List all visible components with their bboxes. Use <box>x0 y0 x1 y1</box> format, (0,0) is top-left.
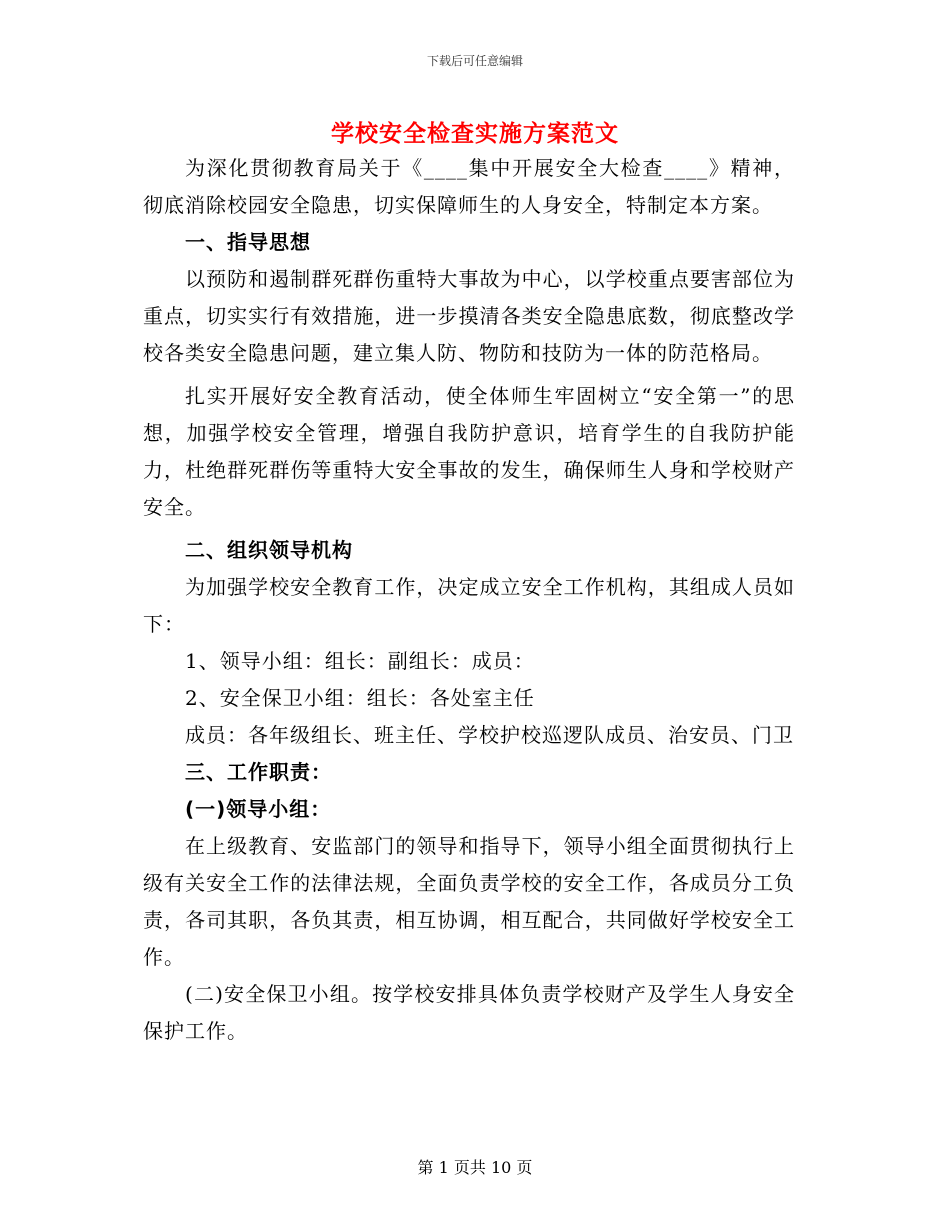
section-heading-3: 三、工作职责： <box>185 760 332 784</box>
paragraph-5: 2、安全保卫小组：组长：各处室主任 <box>185 686 535 710</box>
page-footer: 第 1 页共 10 页 <box>417 1158 533 1177</box>
paragraph-4: 1、领导小组：组长：副组长：成员： <box>185 649 535 673</box>
paragraph-6: 成员：各年级组长、班主任、学校护校巡逻队成员、治安员、门卫 <box>185 723 794 747</box>
intro-paragraph: 为深化贯彻教育局关于《____集中开展安全大检查____》精神，彻底消除校园安全隐患，切实保障师生的人身安全，特制定本方案。 <box>143 156 795 217</box>
paragraph-3: 为加强学校安全教育工作，决定成立安全工作机构，其组成人员如下： <box>143 575 795 636</box>
section-heading-2: 二、组织领导机构 <box>185 538 353 562</box>
section-heading-1: 一、指导思想 <box>185 230 311 254</box>
page-header: 下载后可任意编辑 <box>426 54 523 68</box>
paragraph-8: (二)安全保卫小组。按学校安排具体负责学校财产及学生人身安全保护工作。 <box>143 982 795 1043</box>
paragraph-7: 在上级教育、安监部门的领导和指导下，领导小组全面贯彻执行上级有关安全工作的法律法规，全面负责学校的安全工作，各成员分工负责，各司其职，各负其责，相互协调，相互配合，共同做好学校安全工作。 <box>143 834 795 969</box>
paragraph-2: 扎实开展好安全教育活动，使全体师生牢固树立“安全第一”的思想，加强学校安全管理，增强自我防护意识，培育学生的自我防护能力，杜绝群死群伤等重特大安全事故的发生，确保师生人身和学校财产安全。 <box>143 384 795 519</box>
document-body <box>143 150 795 1050</box>
subsection-heading-1: (一)领导小组： <box>185 797 332 821</box>
document-title: 学校安全检查实施方案范文 <box>331 120 619 147</box>
paragraph-1: 以预防和遏制群死群伤重特大事故为中心，以学校重点要害部位为重点，切实实行有效措施，进一步摸清各类安全隐患底数，彻底整改学校各类安全隐患问题，建立集人防、物防和技防为一体的防范格局。 <box>143 267 795 365</box>
